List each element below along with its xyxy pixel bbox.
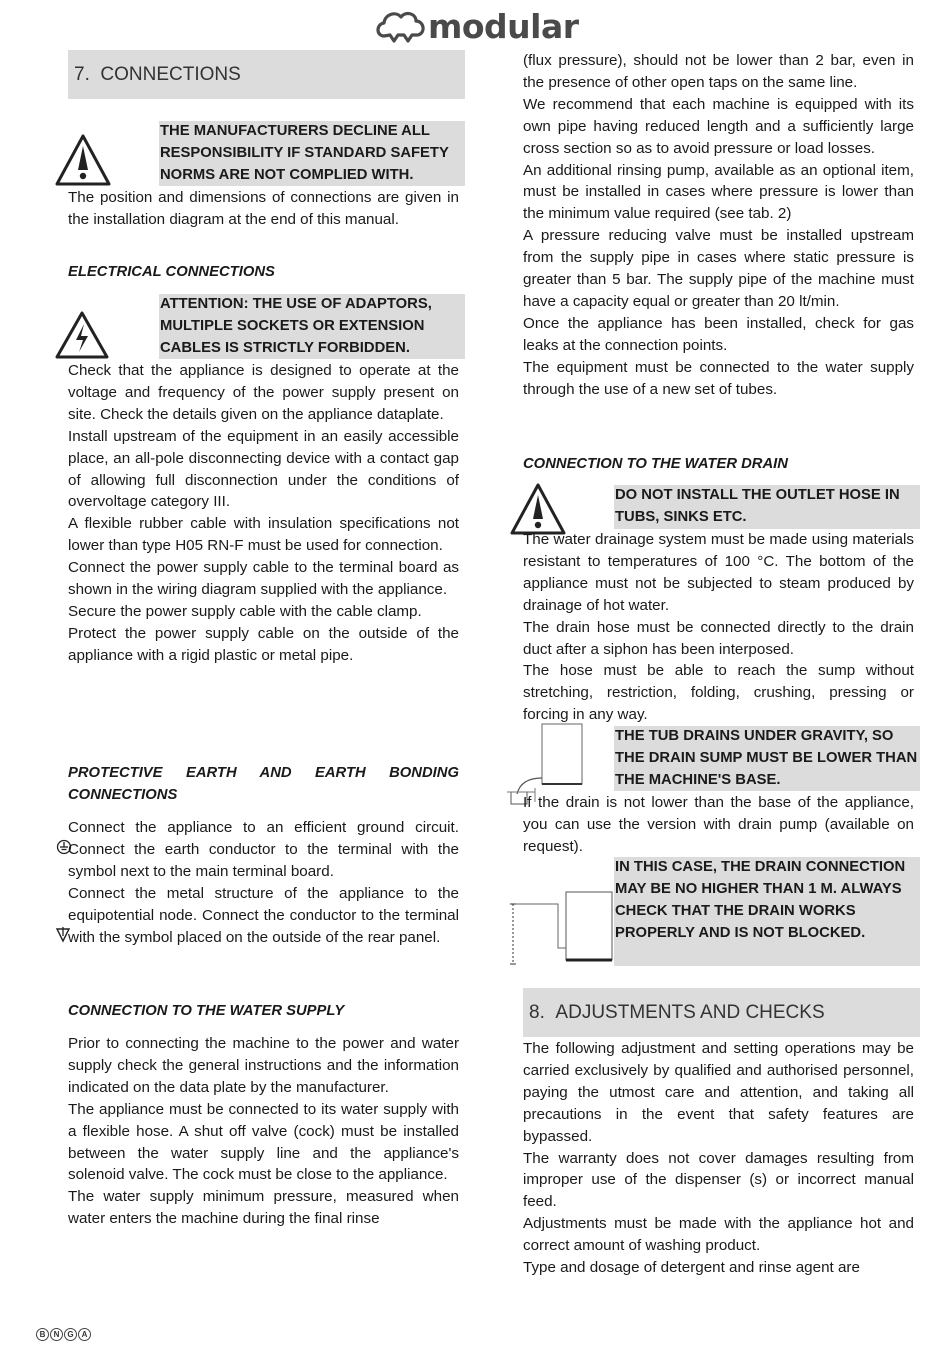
- paragraph-adj-2: The warranty does not cover damages resulting from improper use of the dispenser (s) or incorrect manual feed.: [523, 1149, 914, 1211]
- brand-name: modular: [428, 6, 579, 46]
- paragraph-ws-3: The water supply minimum pressure, measured when water enters the machine during the final rinse: [68, 1188, 459, 1228]
- paragraph-position: The position and dimensions of connections are given in the installation diagram at the end of this manual.: [68, 189, 459, 228]
- footer-badge-icon: A: [78, 1328, 91, 1341]
- section-number: 7.: [74, 63, 90, 85]
- paragraph-earth-2: Connect the metal structure of the appliance to the equipotential node. Connect the conductor to the terminal with the symbol placed on the outside of the rear panel.: [68, 884, 459, 946]
- footer-badge-icon: B: [36, 1328, 49, 1341]
- paragraph-ws-1: Prior to connecting the machine to the power and water supply check the general instructions and the information indicated on the data plate by the manufacturer.: [68, 1035, 459, 1096]
- electric-hazard-icon: [54, 310, 110, 360]
- paragraph-ws-5: An additional rinsing pump, available as an optional item, must be installed in cases where pressure is lower than the minimum value required (see tab. 2): [523, 161, 914, 223]
- paragraph-ws-6: A pressure reducing valve must be installed upstream from the supply pipe in cases where static pressure is greater than 5 bar. The supply pipe of the machine must have a capacity equal or greater than 20 lt/min.: [523, 227, 914, 310]
- paragraph-elec-4: Connect the power supply cable to the terminal board as shown in the wiring diagram supplied with the appliance.: [68, 559, 459, 599]
- section-title: ADJUSTMENTS AND CHECKS: [555, 1001, 825, 1023]
- paragraph-elec-1: Check that the appliance is designed to operate at the voltage and frequency of the power supply present on site. Check the details given on the appliance dataplate.: [68, 362, 459, 423]
- paragraph-ws-4: We recommend that each machine is equipped with its own pipe having reduced length and a sufficiently large cross section so as to avoid pressure or load losses.: [523, 95, 914, 157]
- paragraph-elec-6: Protect the power supply cable on the outside of the appliance with a rigid plastic or metal pipe.: [68, 624, 459, 664]
- drain-pump-diagram: [508, 888, 614, 968]
- heading-electrical: ELECTRICAL CONNECTIONS: [68, 264, 275, 280]
- section-title: CONNECTIONS: [100, 63, 241, 85]
- paragraph-drain-4: If the drain is not lower than the base of the appliance, you can use the version with drain pump (available on request).: [523, 794, 914, 855]
- heading-earth: PROTECTIVE EARTH AND EARTH BONDING CONNECTIONS: [68, 765, 459, 803]
- warning-safety-norms: THE MANUFACTURERS DECLINE ALL RESPONSIBILITY IF STANDARD SAFETY NORMS ARE NOT COMPLIED WITH.: [159, 121, 465, 186]
- warning-drain-height: IN THIS CASE, THE DRAIN CONNECTION MAY BE NO HIGHER THAN 1 M. ALWAYS CHECK THAT THE DRAIN WORKS PROPERLY AND IS NOT BLOCKED.: [614, 857, 920, 966]
- heading-water-supply: CONNECTION TO THE WATER SUPPLY: [68, 1003, 345, 1019]
- footer-badge-icon: N: [50, 1328, 63, 1341]
- warning-outlet-hose: DO NOT INSTALL THE OUTLET HOSE IN TUBS, SINKS ETC.: [614, 485, 920, 529]
- paragraph-ws-8: The equipment must be connected to the water supply through the use of a new set of tubes.: [523, 358, 914, 398]
- paragraph-elec-3: A flexible rubber cable with insulation specifications not lower than type H05 RN-F must be used for connection.: [68, 515, 459, 555]
- section-header-adjustments: [523, 988, 920, 1037]
- paragraph-drain-3: The hose must be able to reach the sump without stretching, restriction, folding, crushing, pressing or forcing in any way.: [523, 662, 914, 724]
- cloud-logo-icon: [374, 6, 430, 46]
- paragraph-ws-2: The appliance must be connected to its water supply with a flexible hose. A shut off valve (cock) must be installed between the water supply line and the appliance's solenoid valve. The cock must be close to the appliance.: [68, 1100, 459, 1184]
- paragraph-ws-3-cont: (flux pressure), should not be lower than 2 bar, even in the presence of other open taps on the same line.: [523, 52, 914, 91]
- paragraph-drain-1: The water drainage system must be made using materials resistant to temperatures of 100 °C. The bottom of the appliance must not be subjected to steam produced by drainage of hot water.: [523, 531, 914, 614]
- paragraph-drain-2: The drain hose must be connected directly to the drain duct after a siphon has been interposed.: [523, 618, 914, 658]
- footer-badge-icon: G: [64, 1328, 77, 1341]
- paragraph-adj-3: Adjustments must be made with the appliance hot and correct amount of washing product.: [523, 1215, 914, 1255]
- section-header-connections: [68, 50, 465, 99]
- paragraph-adj-1: The following adjustment and setting operations may be carried exclusively by qualified and authorised personnel, paying the utmost care and attention, and taking all precautions in the event that safety features are bypassed.: [523, 1040, 914, 1145]
- paragraph-adj-4: Type and dosage of detergent and rinse agent are: [523, 1259, 860, 1277]
- warning-exclamation-icon: [54, 133, 112, 187]
- paragraph-elec-2: Install upstream of the equipment in an easily accessible place, an all-pole disconnecting device with a contact gap of allowing full disconnection under the conditions of overvoltage category III.: [68, 427, 459, 511]
- paragraph-earth-1: Connect the appliance to an efficient ground circuit. Connect the earth conductor to the terminal with the symbol next to the main terminal board.: [68, 819, 459, 880]
- warning-gravity-drain: THE TUB DRAINS UNDER GRAVITY, SO THE DRAIN SUMP MUST BE LOWER THAN THE MACHINE'S BASE.: [614, 726, 920, 791]
- warning-adaptors: ATTENTION: THE USE OF ADAPTORS, MULTIPLE SOCKETS OR EXTENSION CABLES IS STRICTLY FORBIDDEN.: [159, 294, 465, 359]
- brand-logo: [374, 6, 584, 46]
- warning-exclamation-icon: [509, 482, 567, 536]
- heading-water-drain: CONNECTION TO THE WATER DRAIN: [523, 456, 788, 472]
- footer-language-icons: [36, 1328, 91, 1341]
- paragraph-elec-5: Secure the power supply cable with the cable clamp.: [68, 602, 422, 620]
- paragraph-ws-7: Once the appliance has been installed, check for gas leaks at the connection points.: [523, 314, 914, 354]
- section-number: 8.: [529, 1001, 545, 1023]
